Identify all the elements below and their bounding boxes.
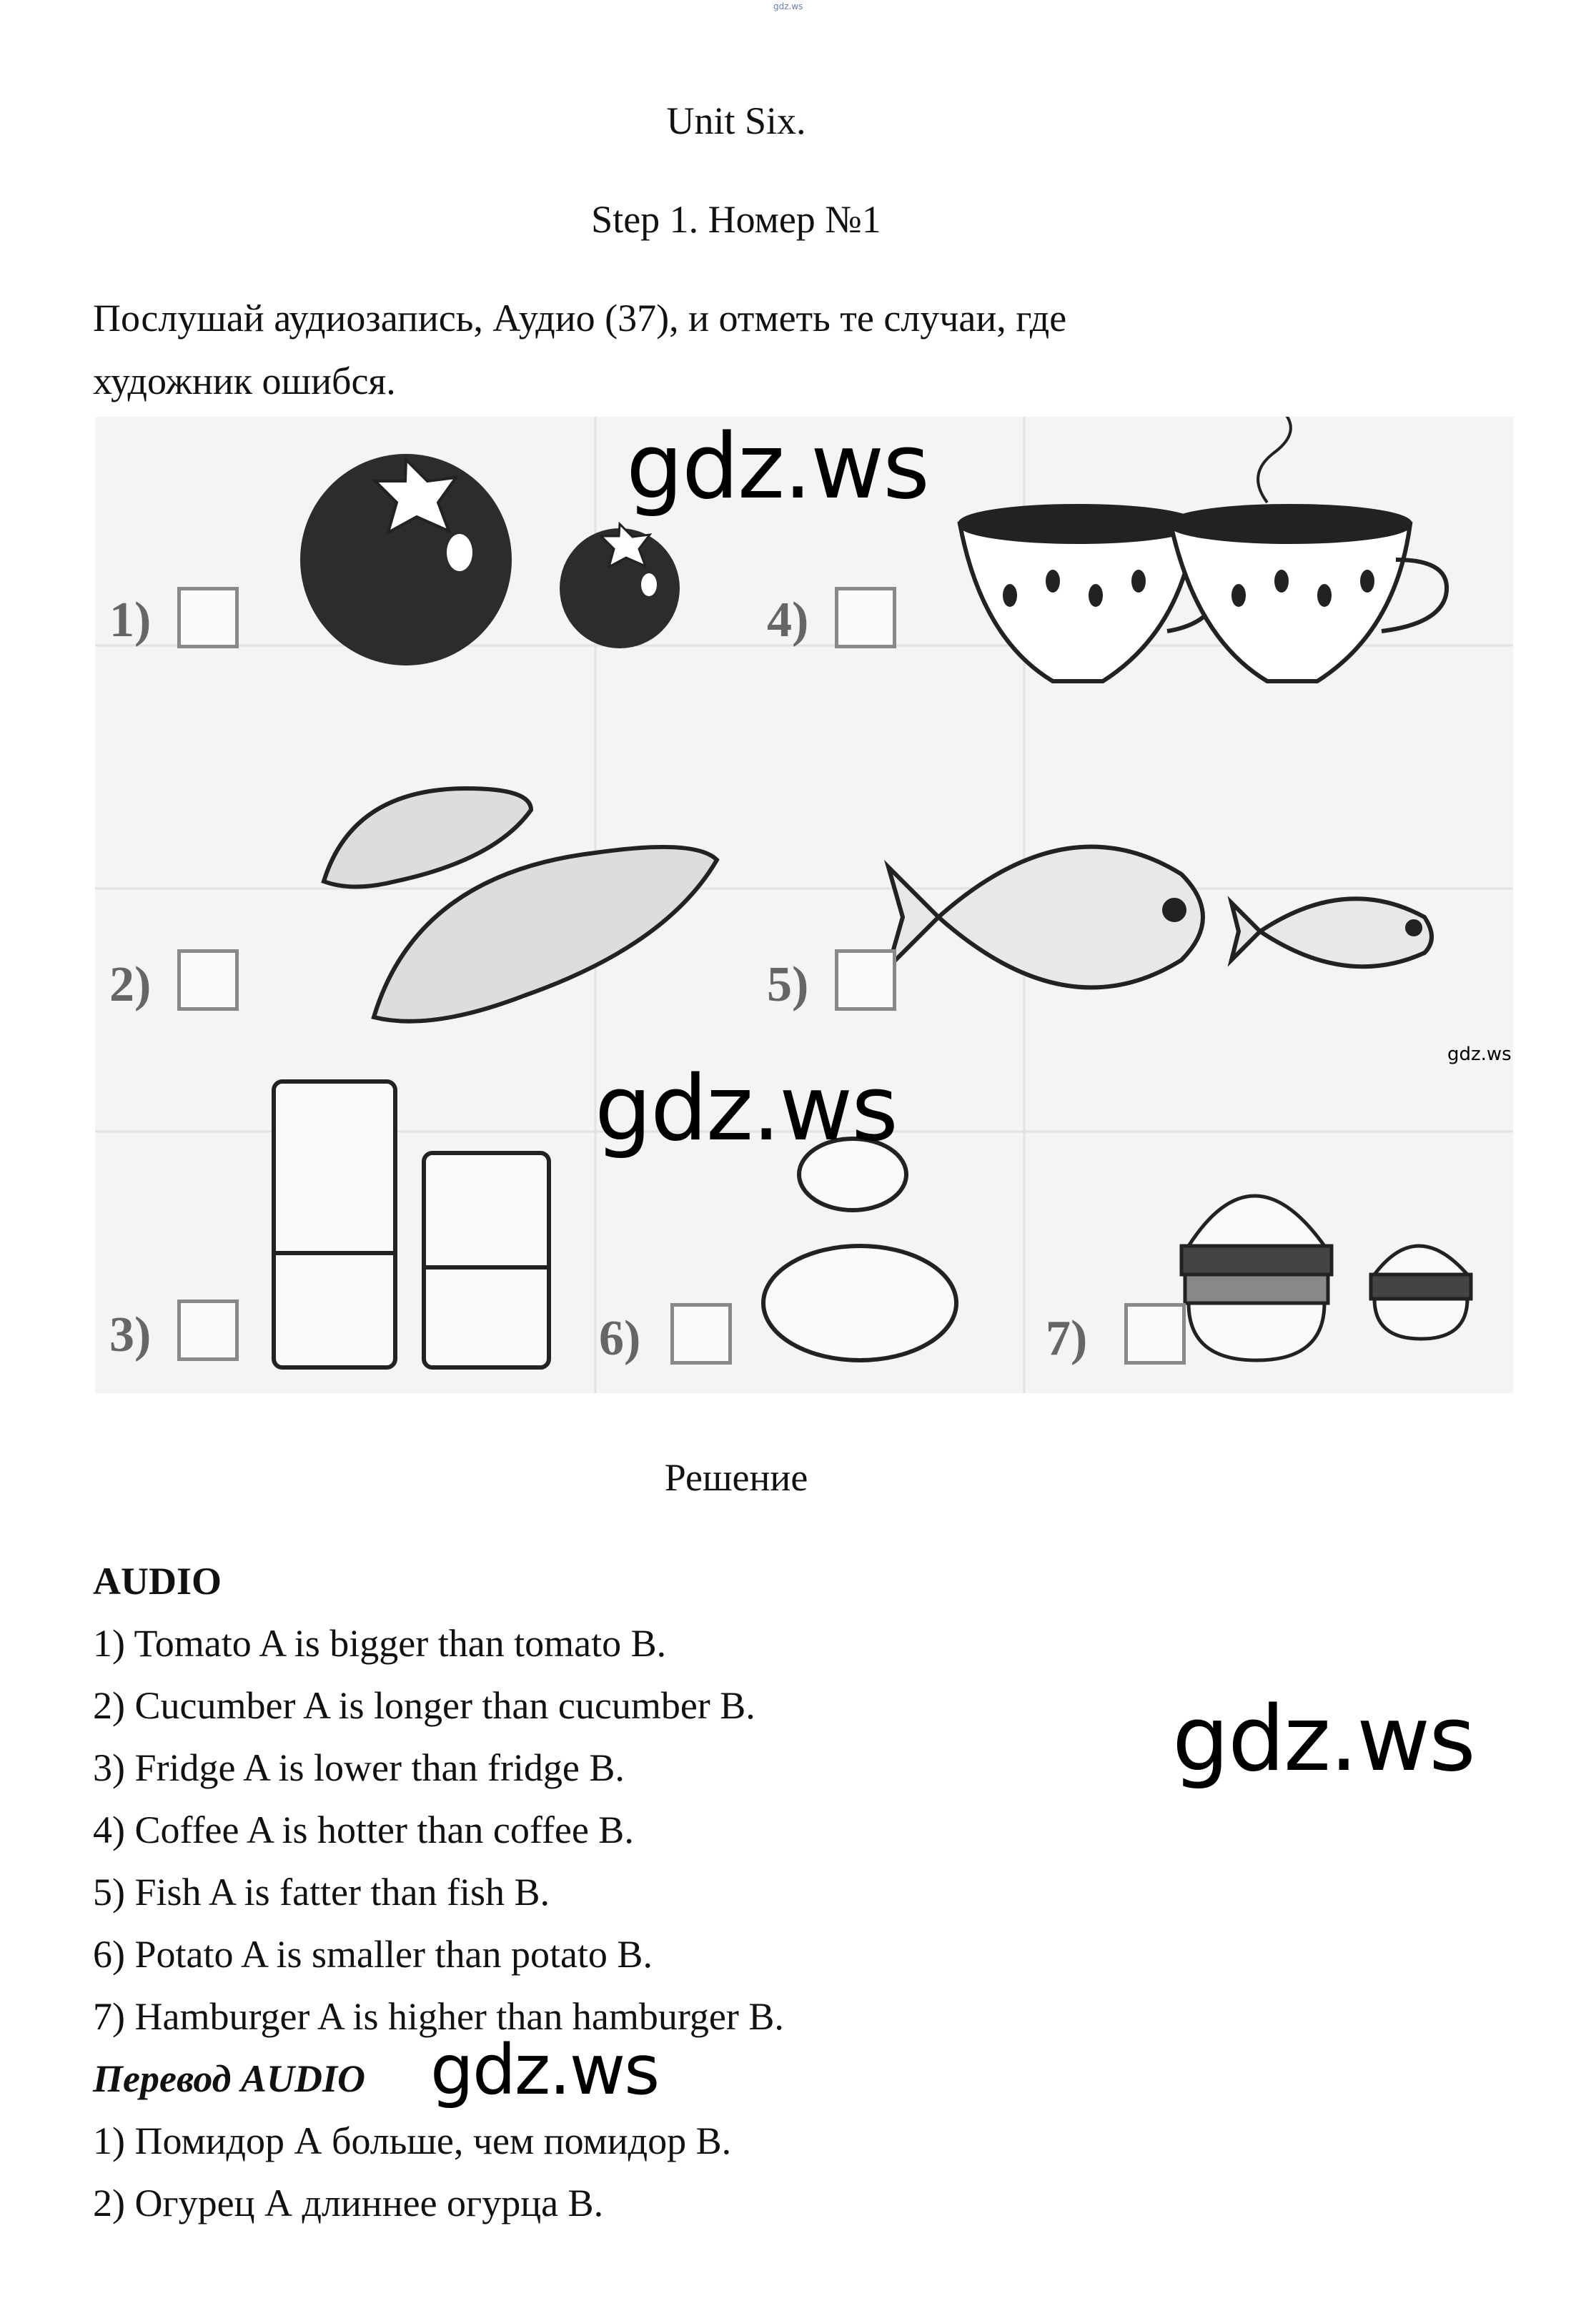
answer-checkbox-6[interactable] (670, 1303, 732, 1365)
item-label-7: 7) (1046, 1311, 1088, 1366)
item-label-3: 3) (109, 1307, 152, 1362)
audio-line-5: 5) Fish A is fatter than fish B. (93, 1871, 550, 1914)
exercise-illustration (95, 414, 1513, 1393)
audio-line-1: 1) Tomato A is bigger than tomato B. (93, 1622, 667, 1665)
answer-checkbox-7[interactable] (1124, 1303, 1186, 1365)
unit-title: Unit Six. (666, 99, 806, 142)
watermark-gdz: gdz.ws (1172, 1686, 1474, 1791)
tomato-icon (300, 454, 680, 665)
watermark-gdz: gdz.ws (595, 1056, 897, 1161)
answer-checkbox-2[interactable] (177, 949, 239, 1011)
audio-line-6: 6) Potato A is smaller than potato B. (93, 1933, 653, 1976)
task-line-1: Послушай аудиозапись, Аудио (37), и отметь те случаи, где (93, 297, 1067, 340)
cucumber-icon (324, 788, 717, 1021)
item-label-1: 1) (109, 593, 152, 648)
item-label-4: 4) (767, 593, 809, 648)
illustration-drawing (95, 414, 1513, 1393)
fish-icon (888, 847, 1432, 988)
coffee-cup-icon (960, 417, 1447, 681)
audio-heading: AUDIO (93, 1560, 222, 1603)
audio-line-3: 3) Fridge A is lower than fridge B. (93, 1746, 625, 1789)
watermark-gdz: gdz.ws (626, 414, 928, 519)
watermark-gdz-small: gdz.ws (1447, 1044, 1512, 1065)
answer-checkbox-4[interactable] (835, 587, 896, 648)
audio-line-2: 2) Cucumber A is longer than cucumber B. (93, 1684, 755, 1727)
watermark-gdz: gdz.ws (430, 2030, 659, 2110)
item-label-5: 5) (767, 957, 809, 1012)
answer-checkbox-5[interactable] (835, 949, 896, 1011)
hamburger-icon (1181, 1196, 1471, 1360)
translation-heading: Перевод AUDIO (93, 2057, 365, 2100)
top-watermark: gdz.ws (773, 1, 803, 11)
item-label-6: 6) (599, 1311, 641, 1366)
item-label-2: 2) (109, 957, 152, 1012)
translation-line-1: 1) Помидор А больше, чем помидор В. (93, 2119, 732, 2162)
task-line-2: художник ошибся. (93, 360, 396, 402)
answer-checkbox-3[interactable] (177, 1300, 239, 1361)
fridge-icon (274, 1082, 549, 1367)
solution-heading: Решение (664, 1456, 808, 1499)
translation-line-2: 2) Огурец А длиннее огурца В. (93, 2182, 604, 2225)
audio-line-4: 4) Coffee A is hotter than coffee B. (93, 1808, 634, 1851)
answer-checkbox-1[interactable] (177, 587, 239, 648)
step-title: Step 1. Номер №1 (591, 198, 881, 241)
audio-line-7: 7) Hamburger A is higher than hamburger B. (93, 1995, 784, 2038)
potato-icon (763, 1139, 956, 1360)
